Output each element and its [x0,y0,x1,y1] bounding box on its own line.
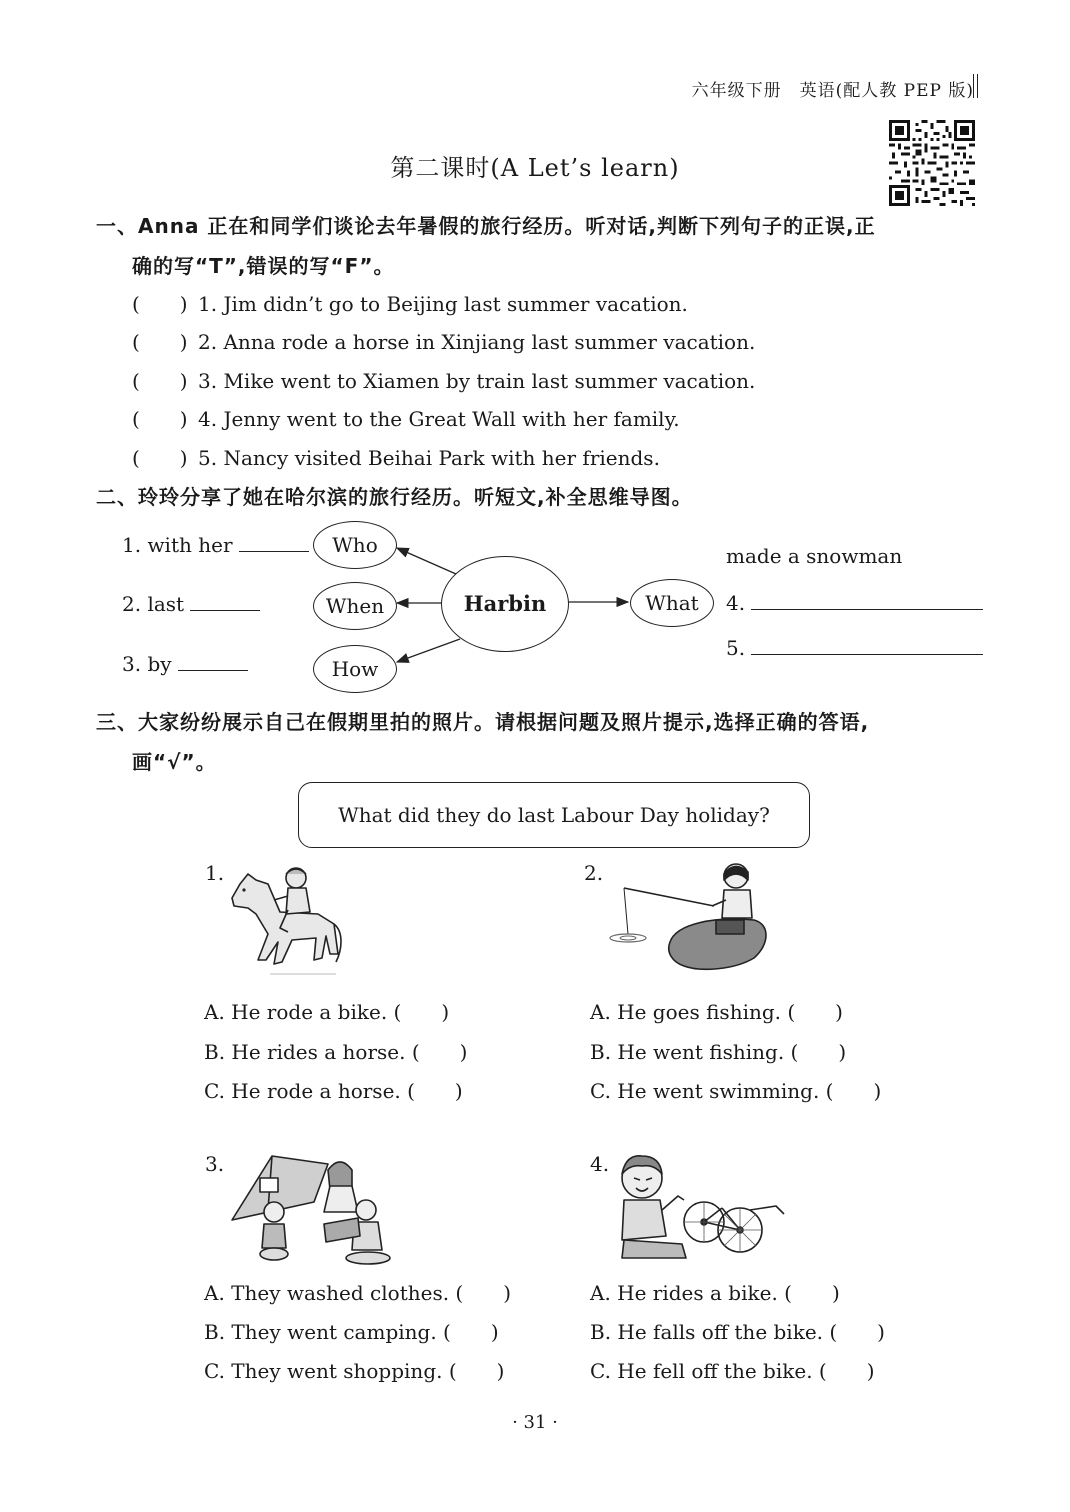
answer-blank[interactable] [751,654,983,655]
fell-off-bike-picture [612,1150,790,1266]
lesson-title: 第二课时(A Let’s learn) [390,154,680,182]
mindmap-right-5 [726,636,983,660]
option-2c[interactable]: C. He went swimming. ( ) [590,1079,882,1103]
mindmap-right-label: 4. [726,591,746,615]
mindmap-node-how: How [313,645,397,693]
section2-title: 二、玲玲分享了她在哈尔滨的旅行经历。听短文,补全思维导图。 [96,485,693,509]
item-number: 2. [584,861,604,885]
option-1c[interactable]: C. He rode a horse. ( ) [204,1079,463,1103]
option-1a[interactable]: A. He rode a bike. ( ) [204,1000,450,1024]
mindmap-example: made a snowman [726,544,903,568]
statement-text: 1. Jim didn’t go to Beijing last summer vacation. [198,292,688,316]
camping-picture [228,1150,398,1268]
option-4a[interactable]: A. He rides a bike. ( ) [590,1281,840,1305]
statement-text: 4. Jenny went to the Great Wall with her family. [198,407,680,431]
mindmap-node-what: What [630,579,714,627]
mindmap-left-label: 3. by [122,652,172,676]
statement-text: 5. Nancy visited Beihai Park with her friends. [198,446,660,470]
item-number: 1. [205,861,225,885]
mindmap-right-4 [726,591,983,615]
item-number: 3. [205,1152,225,1176]
answer-paren[interactable]: ( ) [132,407,188,431]
option-2b[interactable]: B. He went fishing. ( ) [590,1040,847,1064]
mindmap-left-label: 2. last [122,592,185,616]
answer-blank[interactable] [751,609,983,610]
arrow-to-how [397,639,460,662]
option-4b[interactable]: B. He falls off the bike. ( ) [590,1320,885,1344]
answer-paren[interactable]: ( ) [132,292,188,316]
book-header: 六年级下册 英语(配人教 PEP 版) [691,81,974,101]
option-3c[interactable]: C. They went shopping. ( ) [204,1359,505,1383]
answer-paren[interactable]: ( ) [132,369,188,393]
section3-title-line2: 画“√”。 [132,750,217,774]
horse-riding-picture [226,862,344,984]
page-number: · 31 · [512,1412,558,1433]
answer-paren[interactable]: ( ) [132,446,188,470]
option-4c[interactable]: C. He fell off the bike. ( ) [590,1359,875,1383]
fishing-picture [604,858,770,978]
option-2a[interactable]: A. He goes fishing. ( ) [590,1000,843,1024]
section3-title-line1: 三、大家纷纷展示自己在假期里拍的照片。请根据问题及照片提示,选择正确的答语, [96,710,870,734]
item-number: 4. [590,1152,610,1176]
mindmap-left-label: 1. with her [122,533,233,557]
answer-paren[interactable]: ( ) [132,330,188,354]
option-3a[interactable]: A. They washed clothes. ( ) [204,1281,512,1305]
statement-text: 2. Anna rode a horse in Xinjiang last summer vacation. [198,330,756,354]
mindmap-node-when: When [313,582,397,630]
option-1b[interactable]: B. He rides a horse. ( ) [204,1040,468,1064]
statement-text: 3. Mike went to Xiamen by train last summer vacation. [198,369,756,393]
section1-title-line1: 一、Anna 正在和同学们谈论去年暑假的旅行经历。听对话,判断下列句子的正误,正 [96,214,876,238]
question-box: What did they do last Labour Day holiday? [298,782,810,848]
mindmap-right-label: 5. [726,636,746,660]
option-3b[interactable]: B. They went camping. ( ) [204,1320,499,1344]
arrow-to-who [397,548,456,574]
section1-title-line2: 确的写“T”,错误的写“F”。 [132,254,395,278]
mindmap-node-who: Who [313,521,397,569]
mindmap-center-harbin: Harbin [441,556,569,652]
